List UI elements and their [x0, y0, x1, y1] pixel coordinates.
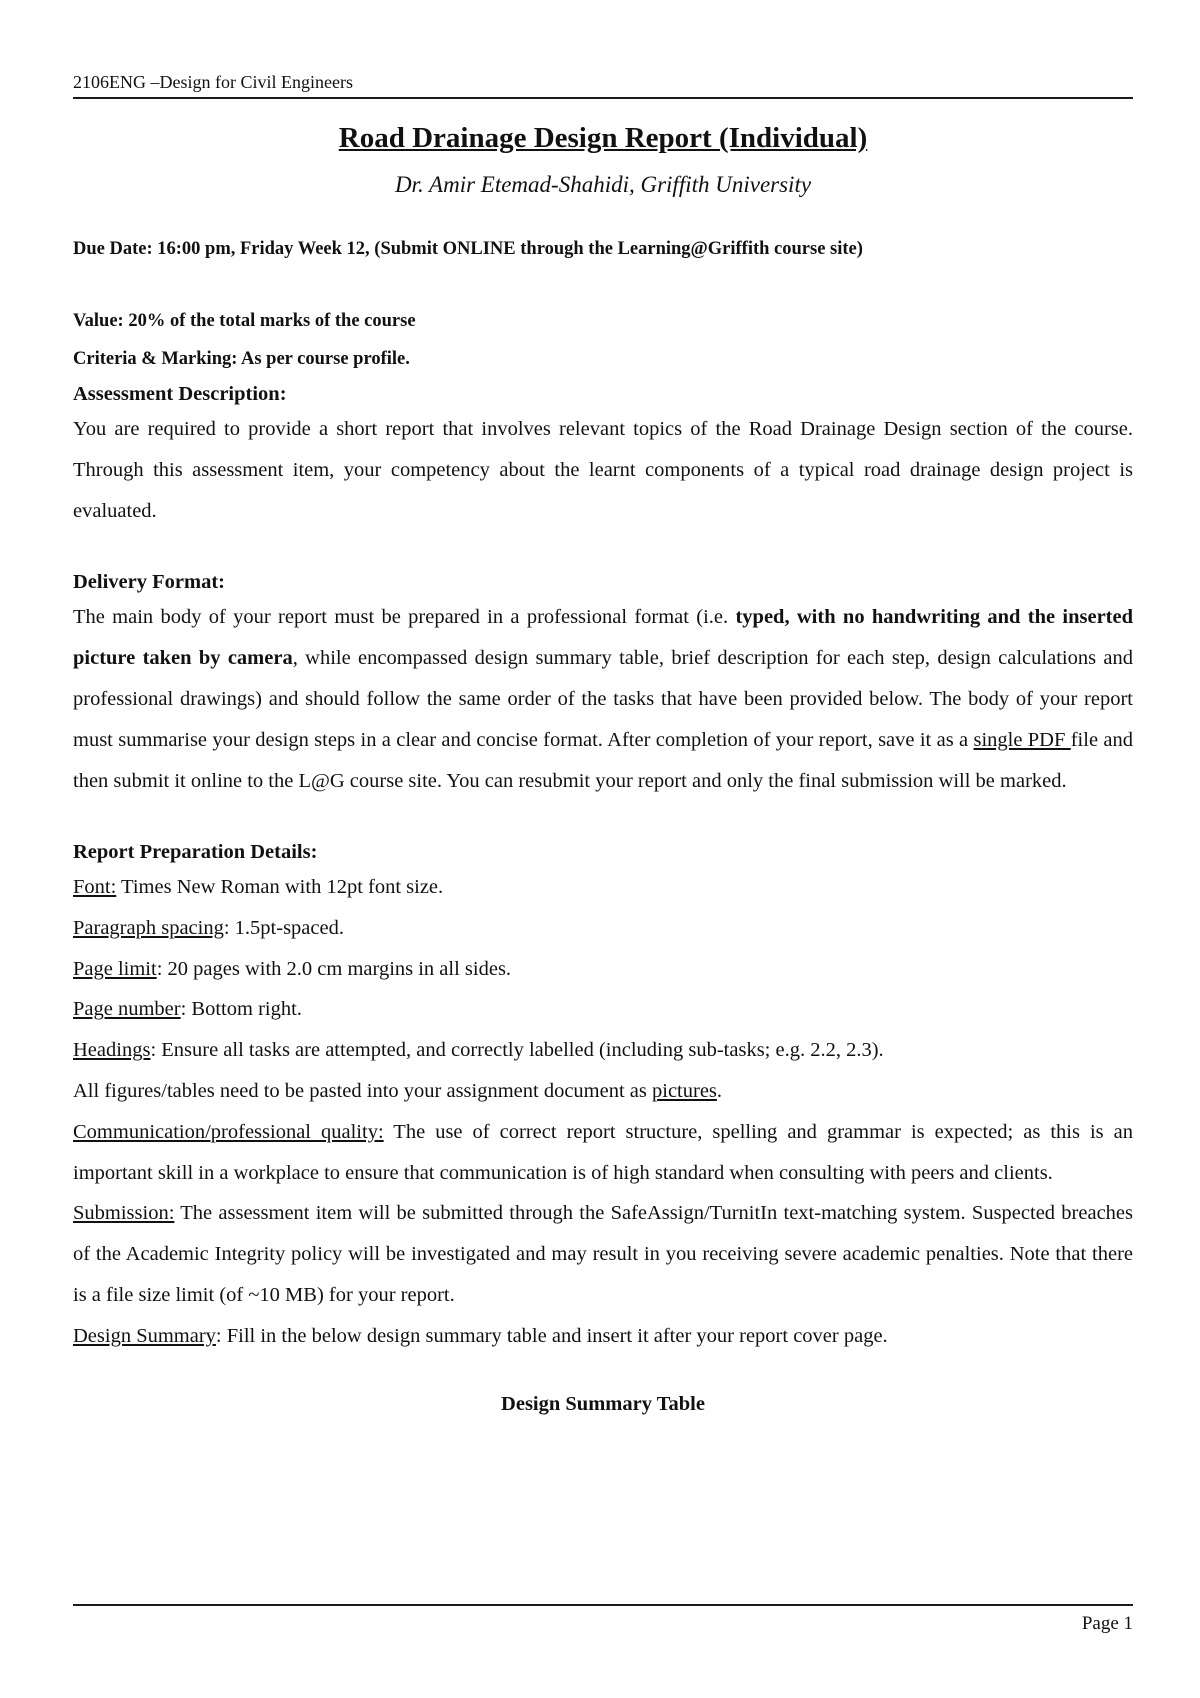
page-limit-detail [73, 949, 1133, 990]
design-summary-table-title: Design Summary Table [501, 1392, 705, 1415]
communication-label: Communication/professional quality: [73, 1120, 384, 1143]
assessment-description-text: You are required to provide a short report that involves relevant topics of the Road Drainage Design section of the course. Through this assessment item, your competency about the learnt components of a typical road drainage design project is evaluated. [73, 418, 1133, 522]
delivery-format-heading: Delivery Format: [73, 571, 225, 593]
communication-text: The use of correct report structure, spelling and grammar is expected; as this is an important skill in a workplace to ensure that communication is of high standard when consulting with peers and clients. [73, 1120, 1134, 1184]
limit-label: Page limit [73, 957, 157, 980]
page-number-detail [73, 989, 1133, 1030]
font-text: Times New Roman with 12pt font size. [116, 876, 444, 898]
font-detail [73, 867, 1133, 908]
figures-detail [73, 1071, 1133, 1112]
criteria-marking: Criteria & Marking: As per course profile. [73, 349, 410, 369]
assessment-value: Value: 20% of the total marks of the course [73, 311, 416, 331]
page-number: Page 1 [1081, 1613, 1133, 1634]
document-title: Road Drainage Design Report (Individual) [338, 122, 868, 154]
paragraph-spacing-detail [73, 908, 1133, 949]
headings-label: Headings [73, 1039, 151, 1062]
figures-end: . [716, 1079, 723, 1102]
due-date: Due Date: 16:00 pm, Friday Week 12, (Submit ONLINE through the Learning@Griffith course site) [73, 239, 863, 259]
figures-text: All figures/tables need to be pasted into your assignment document as [73, 1079, 652, 1102]
design-summary-detail [73, 1316, 1133, 1357]
communication-detail [73, 1112, 1133, 1194]
page-header [73, 71, 1133, 99]
header-course: 2106ENG –Design for Civil Engineers [73, 72, 353, 92]
font-label: Font: [73, 876, 117, 898]
delivery-format-text [73, 597, 1133, 802]
footer-rule [73, 1604, 1133, 1606]
delivery-text-1: The main body of your report must be prepared in a professional format (i.e. [73, 606, 736, 628]
delivery-bold-text: typed, with no handwriting and the inserted picture taken by camera [73, 606, 1134, 669]
submission-text: The assessment item will be submitted through the SafeAssign/TurnitIn text-matching system. Suspected breaches of the Academic Integrity policy will be investigated and may result in you receiving severe academic penalties. Note that there is a file size limit (of ~10 MB) for your report. [73, 1202, 1133, 1306]
number-label: Page number [73, 998, 181, 1021]
delivery-underlined-text: single PDF [973, 729, 1071, 751]
number-text: : Bottom right. [180, 998, 302, 1021]
document-author: Dr. Amir Etemad-Shahidi, Griffith University [394, 172, 812, 197]
headings-detail [73, 1030, 1133, 1071]
submission-detail [73, 1193, 1133, 1315]
figures-underlined: pictures [652, 1079, 717, 1102]
page-content [73, 118, 1133, 1419]
design-summary-label: Design Summary [73, 1324, 216, 1347]
page-footer [1082, 1612, 1133, 1636]
report-preparation-heading: Report Preparation Details: [73, 841, 318, 863]
delivery-text-3: file and then submit it online to the L@G course site. You can resubmit your report and only the final submission will be marked. [73, 729, 1133, 792]
spacing-text: : 1.5pt-spaced. [223, 916, 344, 939]
design-summary-text: : Fill in the below design summary table and insert it after your report cover page. [215, 1324, 888, 1347]
delivery-text-2: , while encompassed design summary table, brief description for each step, design calculations and professional drawings) and should follow the same order of the tasks that have been provided below. The body of your report must summarise your design steps in a clear and concise format. After completion of your report, save it as a [73, 647, 1133, 751]
submission-label: Submission: [73, 1202, 175, 1225]
assessment-description-heading: Assessment Description: [73, 383, 287, 405]
headings-text: : Ensure all tasks are attempted, and correctly labelled (including sub-tasks; e.g. 2.2, 2.3). [150, 1039, 884, 1062]
limit-text: : 20 pages with 2.0 cm margins in all sides. [156, 957, 512, 980]
spacing-label: Paragraph spacing [73, 916, 224, 939]
